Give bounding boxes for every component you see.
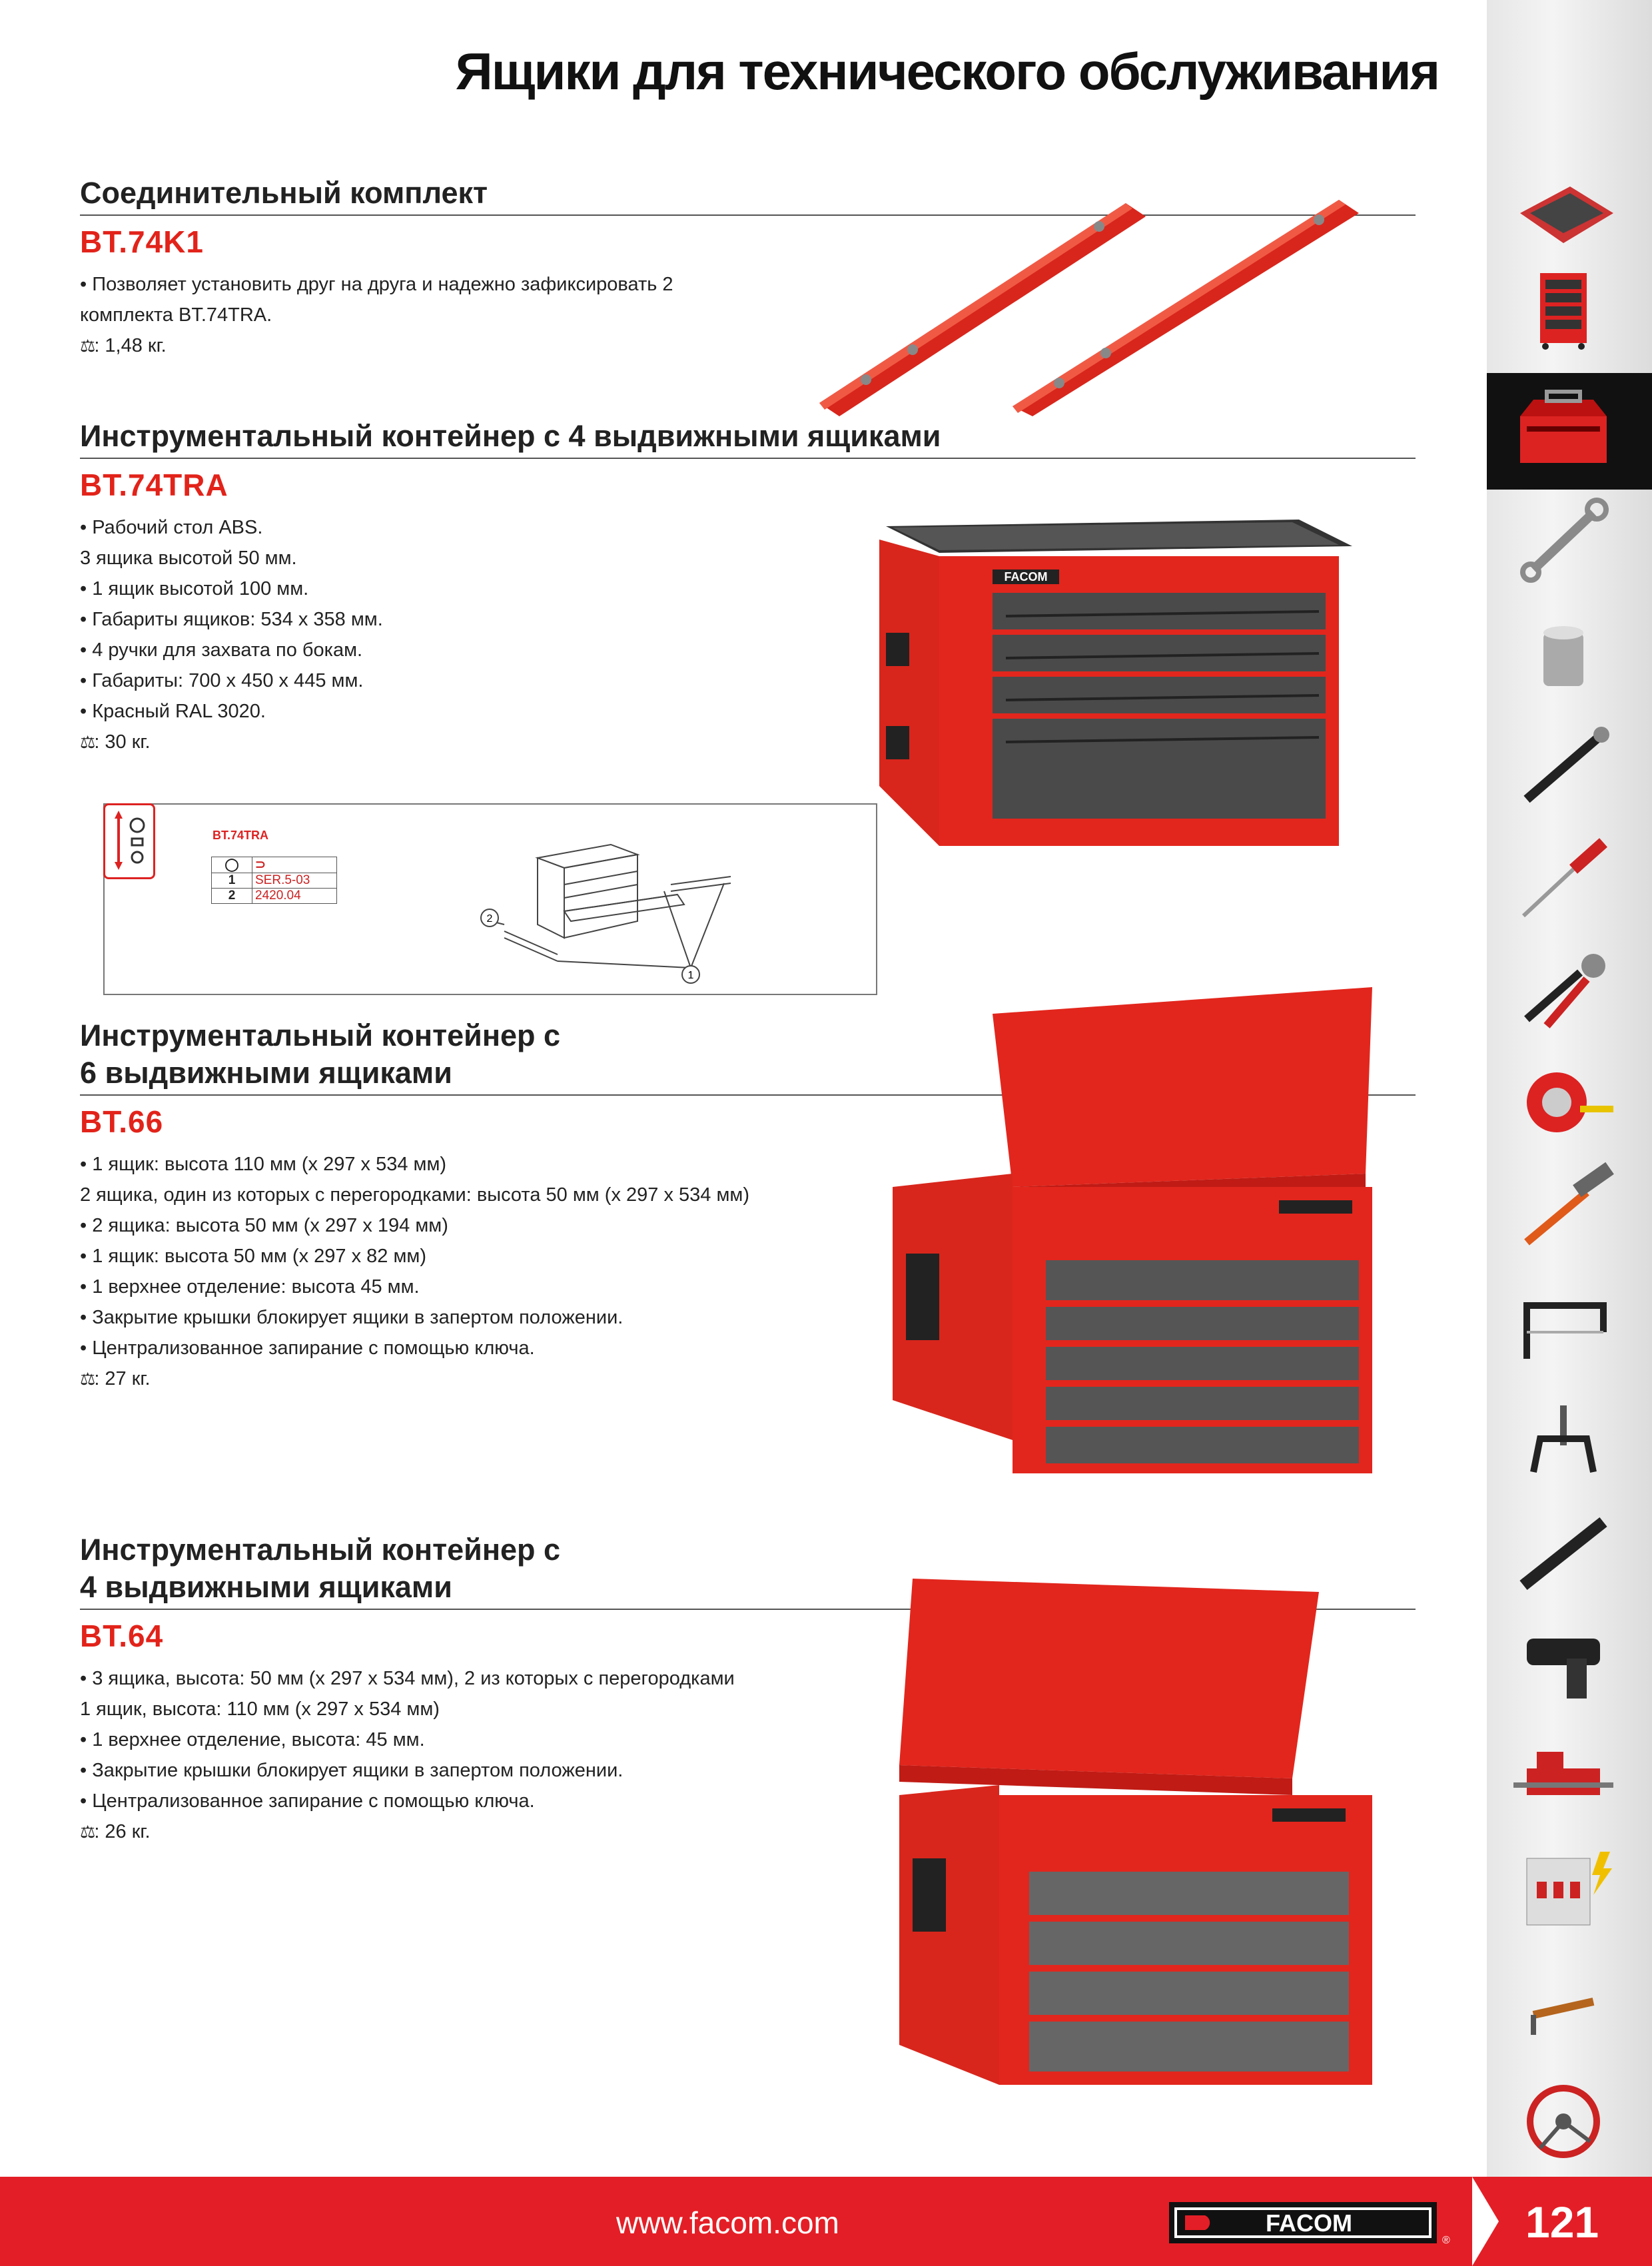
footer (0, 2177, 1652, 2266)
hacksaw-icon[interactable] (1507, 1286, 1620, 1372)
weight-value: : 30 кг. (94, 731, 151, 753)
feature-item: • 3 ящика, высота: 50 мм (x 297 x 534 мм), 2 из которых с перегородками (80, 1663, 1416, 1694)
feature-item: 3 ящика высотой 50 мм. (80, 548, 297, 569)
table-row (212, 889, 337, 904)
table-cell: SER.5-03 (252, 873, 337, 889)
diagram-code: BT.74TRA (212, 829, 269, 842)
puller-icon[interactable] (1507, 1399, 1620, 1485)
table-cell: 1 (212, 873, 252, 889)
section-title-line: 6 выдвижными ящиками (80, 1056, 452, 1090)
feature-item: • Габариты: 700 x 450 x 445 мм. (80, 665, 1416, 696)
steering-wheel-icon[interactable] (1507, 2078, 1620, 2165)
product-code: BT.74TRA (80, 468, 228, 502)
product-code: BT.66 (80, 1104, 164, 1139)
feature-item: комплекта BT.74TRA. (80, 304, 272, 326)
impact-wrench-icon[interactable] (1507, 1619, 1620, 1705)
maintenance-icon (103, 803, 155, 879)
page-number: 121 (1525, 2197, 1599, 2247)
table-header-row (212, 857, 337, 873)
feature-item: • Красный RAL 3020. (80, 696, 1416, 727)
hammer-icon[interactable] (1507, 1166, 1620, 1252)
roller-cabinet-icon[interactable] (1507, 266, 1620, 353)
svg-text:FACOM: FACOM (1004, 570, 1048, 583)
weight-icon: ⚖ (80, 1369, 95, 1389)
feature-item: • 2 ящика: высота 50 мм (x 297 x 194 мм) (80, 1210, 1416, 1241)
weight-icon: ⚖ (80, 732, 95, 752)
website-link[interactable]: www.facom.com (616, 2205, 839, 2240)
weight-icon: ⚖ (80, 336, 95, 356)
feature-item: • Рабочий стол ABS. (80, 512, 1416, 543)
section-title (80, 418, 1416, 459)
feature-item: • 4 ручки для захвата по бокам. (80, 635, 1416, 665)
facom-logo-icon: ⊃ (252, 857, 337, 873)
feature-item: • Закрытие крышки блокирует ящики в запертом положении. (80, 1755, 1416, 1786)
section-title-line: Соединительный комплект (80, 176, 488, 210)
page-tab-arrow (1472, 2177, 1499, 2266)
screwdriver-icon[interactable] (1507, 836, 1620, 923)
feature-item: • 1 верхнее отделение, высота: 45 мм. (80, 1724, 1416, 1755)
spare-parts-diagram (103, 803, 877, 995)
hex-key-icon[interactable] (1507, 1962, 1620, 2048)
spare-parts-table (211, 857, 337, 904)
table-cell: 2420.04 (252, 889, 337, 904)
torque-wrench-icon[interactable] (1507, 1509, 1620, 1595)
section-title-line: Инструментальный контейнер с 4 выдвижными ящиками (80, 419, 941, 453)
callout-2: 2 (486, 913, 493, 925)
electrical-icon[interactable] (1507, 1845, 1620, 1932)
connecting-kit-image (813, 190, 1379, 416)
feature-item: • Централизованное запирание с помощью ключа. (80, 1333, 1416, 1363)
feature-item: • 1 ящик высотой 100 мм. (80, 573, 1416, 604)
feature-item: 1 ящик, высота: 110 мм (x 297 x 534 мм) (80, 1699, 440, 1720)
feature-item: • Закрытие крышки блокирует ящики в запертом положении. (80, 1302, 1416, 1333)
feature-item: • Позволяет установить друг на друга и надежно зафиксировать 2 (80, 269, 1416, 300)
callout-1: 1 (687, 970, 694, 981)
section-title-line: Инструментальный контейнер с (80, 1018, 561, 1052)
section-title-line: 4 выдвижными ящиками (80, 1570, 452, 1604)
bt66-image (879, 974, 1386, 1500)
feature-item: • Централизованное запирание с помощью ключа. (80, 1786, 1416, 1816)
bt64-image (893, 1565, 1386, 2091)
product-code: BT.74K1 (80, 224, 204, 259)
product-code: BT.64 (80, 1619, 164, 1653)
weight-value: : 26 кг. (94, 1821, 151, 1842)
feature-item: • 1 ящик: высота 50 мм (x 297 x 82 мм) (80, 1241, 1416, 1272)
vise-icon[interactable] (1507, 1732, 1620, 1818)
feature-item: • Габариты ящиков: 534 x 358 мм. (80, 604, 1416, 635)
pliers-icon[interactable] (1507, 946, 1620, 1032)
tape-measure-icon[interactable] (1507, 1059, 1620, 1146)
svg-text:®: ® (1442, 2235, 1450, 2246)
svg-text:FACOM: FACOM (1266, 2209, 1352, 2237)
facom-logo (1169, 2199, 1449, 2249)
feature-item: • 1 ящик: высота 110 мм (x 297 x 534 мм) (80, 1149, 1416, 1180)
section-title-line: Инструментальный контейнер с (80, 1533, 561, 1567)
bt74tra-image (873, 506, 1366, 853)
feature-item: 2 ящика, один из которых с перегородками: высота 50 мм (x 297 x 534 мм) (80, 1184, 749, 1206)
tool-box-icon[interactable] (1507, 386, 1620, 473)
table-header-cell: ◯ (212, 857, 252, 873)
weight-value: : 1,48 кг. (94, 335, 167, 356)
feature-item: • 1 верхнее отделение: высота 45 мм. (80, 1272, 1416, 1302)
weight-icon: ⚖ (80, 1822, 95, 1842)
tool-set-icon[interactable] (1507, 167, 1620, 253)
exploded-view-drawing (478, 831, 784, 984)
wrench-icon[interactable] (1507, 496, 1620, 583)
table-row (212, 873, 337, 889)
table-cell: 2 (212, 889, 252, 904)
page-title: Ящики для технического обслуживания (455, 42, 1439, 101)
socket-icon[interactable] (1507, 613, 1620, 699)
ratchet-icon[interactable] (1507, 723, 1620, 809)
weight-value: : 27 кг. (94, 1368, 151, 1389)
